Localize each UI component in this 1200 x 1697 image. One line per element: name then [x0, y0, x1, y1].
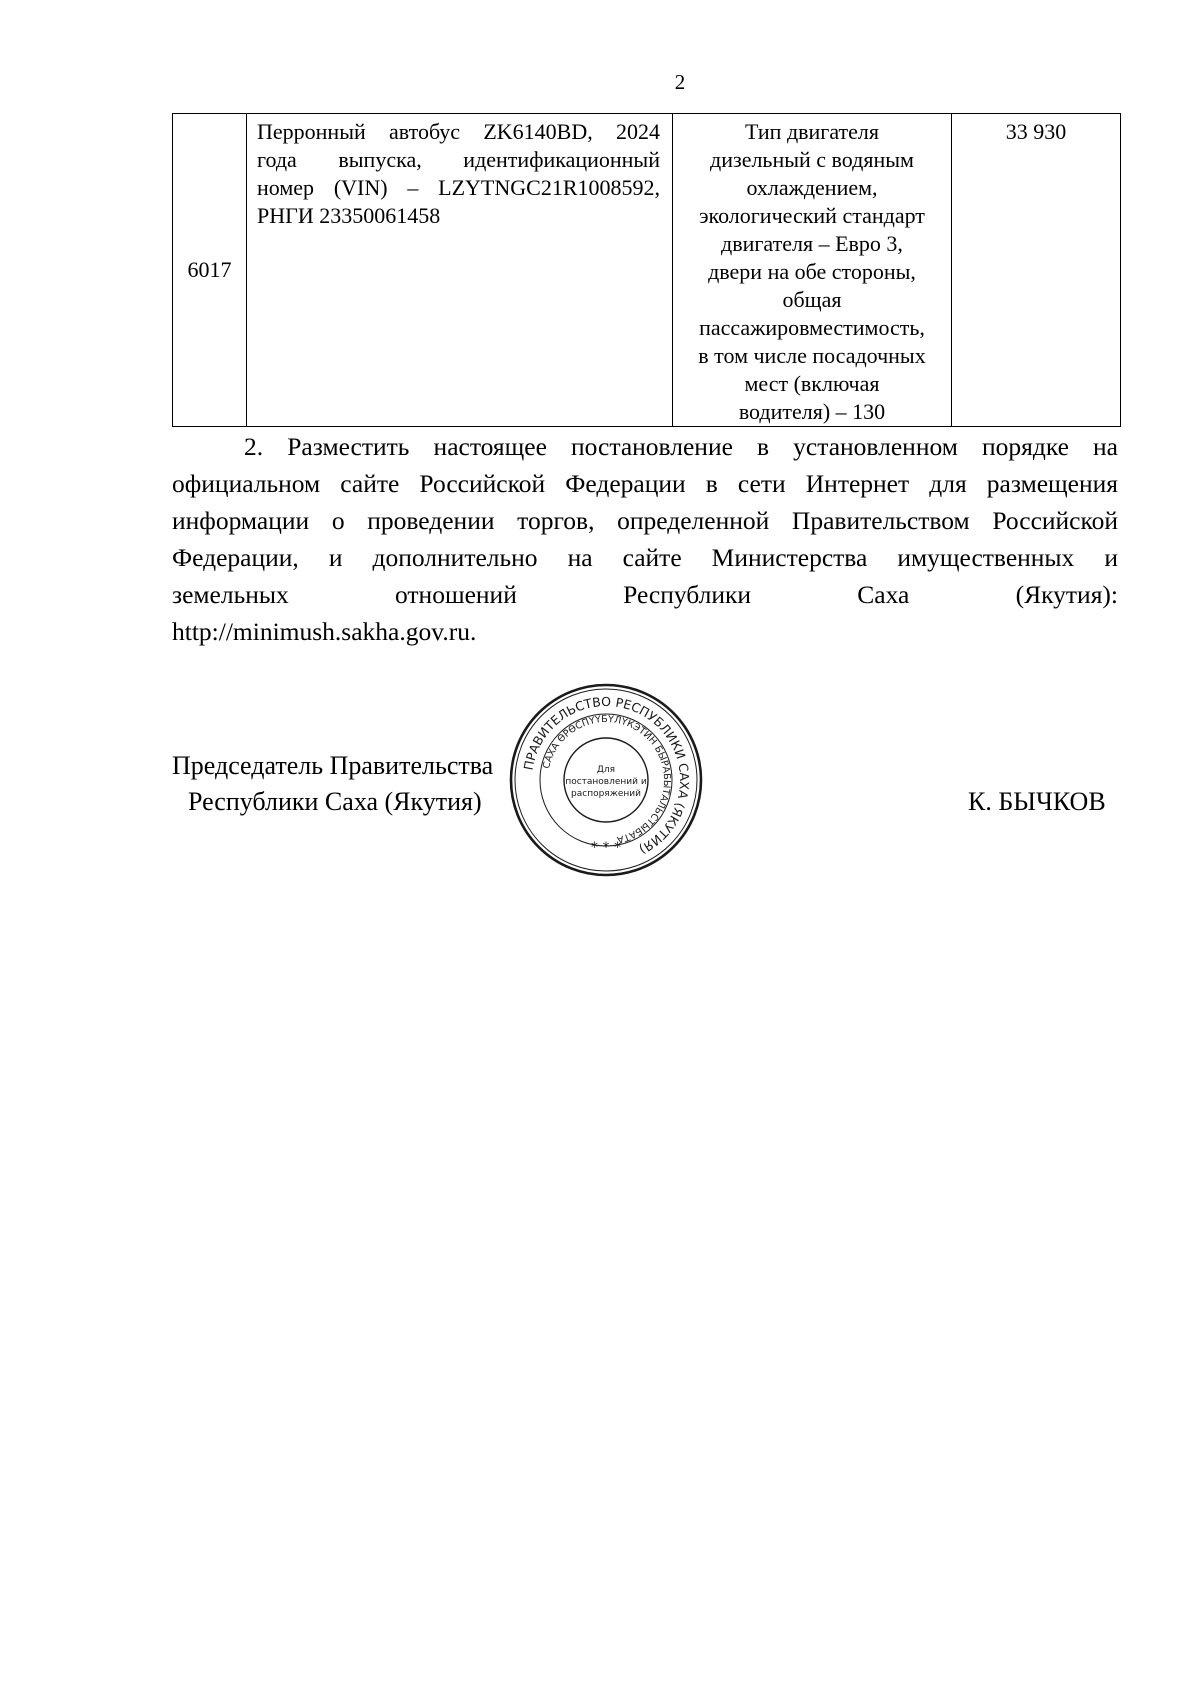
description-line: номер (VIN) – LZYTNGC21R1008592, [257, 175, 660, 200]
page-number: 2 [674, 70, 686, 94]
specification-line: общая [782, 287, 842, 312]
paragraph-line: Федерации, и дополнительно на сайте Министерства имущественных и [172, 543, 1118, 572]
seal-center-line-1: Для [596, 765, 616, 775]
specification-line: охлаждением, [746, 175, 878, 200]
specification-line: экологический стандарт [699, 203, 925, 228]
signatory-name: К. БЫЧКОВ [968, 787, 1106, 816]
paragraph-line: http://minimush.sakha.gov.ru. [172, 617, 477, 646]
paragraph-line: официальном сайте Российской Федерации в сети Интернет для размещения [172, 469, 1118, 498]
row-number: 6017 [173, 114, 247, 427]
signatory-title-line-1: Председатель Правительства [172, 751, 494, 780]
paragraph-line: 2. Разместить настоящее постановление в установленном порядке на [244, 432, 1118, 461]
table-row [173, 114, 1121, 427]
seal-outer-text: ПРАВИТЕЛЬСТВО РЕСПУБЛИКИ САХА (ЯКУТИЯ) [520, 693, 693, 858]
specification-line: Тип двигателя [745, 119, 879, 144]
signatory-title-line-2: Республики Саха (Якутия) [188, 787, 482, 816]
specification-line: в том числе посадочных [698, 343, 926, 368]
property-table [172, 113, 1121, 427]
row-description [247, 114, 673, 427]
description-line: года выпуска, идентификационный [257, 147, 660, 172]
specification-line: дизельный с водяным [710, 147, 914, 172]
paragraph-2 [172, 428, 1118, 650]
paragraph-line: земельных отношений Республики Саха (Якутия): [172, 580, 1118, 609]
seal-stars-icon: * * * [591, 840, 621, 856]
specification-line: двери на обе стороны, [708, 259, 916, 284]
specification-line: двигателя – Евро 3, [721, 231, 903, 256]
description-line: Перронный автобус ZK6140BD, 2024 [257, 119, 660, 144]
specification-line: водителя) – 130 [738, 399, 886, 424]
specification-line: пассажировместимость, [699, 315, 925, 340]
seal-inner-text: САХА ӨРӨСПҮҮБҮЛҮКЭТИН БЫРАБЫТАЛЬСТЫБАТА [541, 713, 673, 845]
seal-center-line-3: распоряжений [571, 789, 641, 799]
official-seal [506, 680, 706, 880]
description-line: РНГИ 23350061458 [257, 203, 441, 228]
specification-line: мест (включая [744, 371, 880, 396]
row-price: 33 930 [952, 114, 1121, 427]
paragraph-line: информации о проведении торгов, определенной Правительством Российской [172, 506, 1118, 535]
row-specification [673, 114, 952, 427]
seal-center-line-2: постановлений и [565, 777, 647, 787]
